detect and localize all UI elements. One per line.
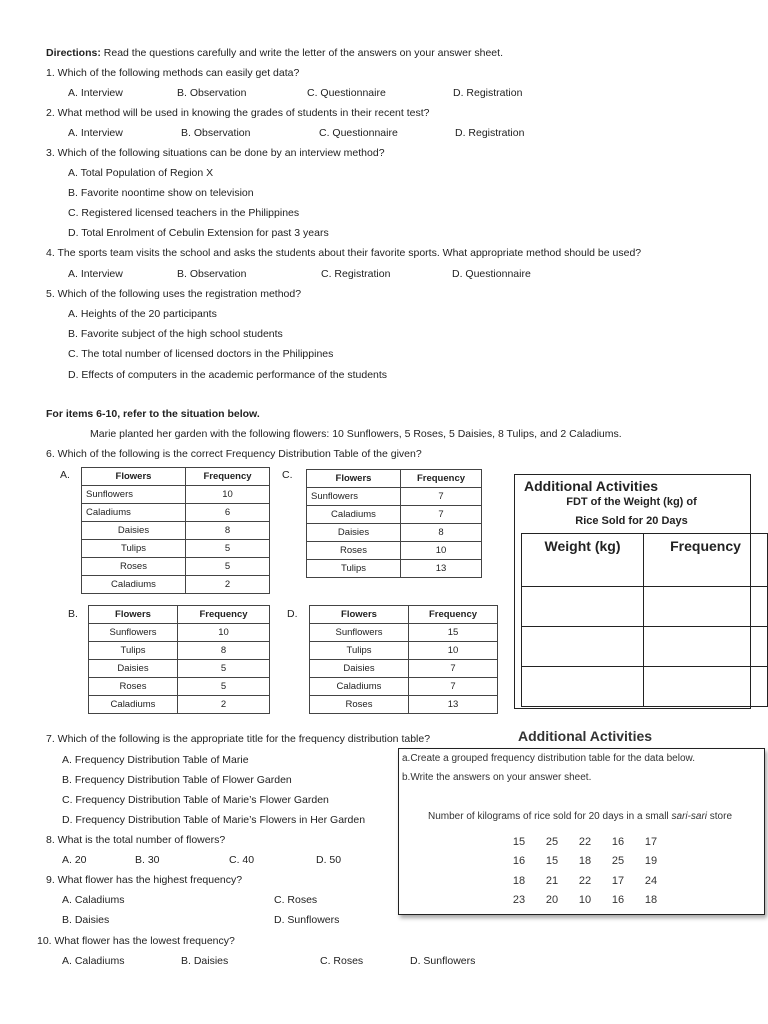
table-a	[81, 467, 270, 594]
table-cell: Sunflowers	[310, 624, 409, 642]
table-cell: 7	[401, 506, 482, 524]
data-value: 24	[644, 875, 658, 887]
instruction-b: b.Write the answers on your answer sheet.	[402, 772, 592, 783]
table-row	[307, 488, 482, 506]
table-row	[307, 506, 482, 524]
q1-option-b: B. Observation	[177, 87, 247, 99]
data-value: 16	[611, 836, 625, 848]
data-value: 25	[545, 836, 559, 848]
table-b-header-frequency: Frequency	[178, 606, 270, 624]
q9-option-d: D. Sunflowers	[274, 914, 340, 926]
additional-activities-title: Additional Activities	[524, 478, 659, 494]
table-d-header-frequency: Frequency	[409, 606, 498, 624]
data-value: 17	[644, 836, 658, 848]
table-cell: Daisies	[82, 522, 186, 540]
data-value: 17	[611, 875, 625, 887]
table-cell: 10	[178, 624, 270, 642]
items-header: For items 6-10, refer to the situation below.	[46, 408, 260, 420]
table-row	[82, 576, 270, 594]
q2-option-a: A. Interview	[68, 127, 123, 139]
table-cell: 7	[409, 660, 498, 678]
table-b	[88, 605, 270, 714]
q1-option-c: C. Questionnaire	[307, 87, 386, 99]
table-cell: Roses	[89, 678, 178, 696]
table-row	[307, 542, 482, 560]
table-row	[310, 624, 498, 642]
question-3: 3. Which of the following situations can be done by an interview method?	[46, 147, 385, 159]
q9-option-a: A. Caladiums	[62, 894, 125, 906]
table-cell	[644, 627, 768, 667]
q8-option-d: D. 50	[316, 854, 342, 866]
frequency-header: Frequency	[644, 534, 768, 587]
table-a-letter: A.	[60, 469, 70, 481]
table-row	[82, 522, 270, 540]
q4-option-a: A. Interview	[68, 268, 123, 280]
q1-option-d: D. Registration	[453, 87, 523, 99]
data-value: 15	[512, 836, 526, 848]
table-cell: Tulips	[82, 540, 186, 558]
table-d	[309, 605, 498, 714]
table-cell: Daisies	[307, 524, 401, 542]
table-a-header-frequency: Frequency	[186, 468, 270, 486]
instruction-a: a.Create a grouped frequency distribution table for the data below.	[402, 753, 695, 764]
q8-option-b: B. 30	[135, 854, 160, 866]
table-row	[89, 642, 270, 660]
table-a-header-flowers: Flowers	[82, 468, 186, 486]
table-cell: Caladiums	[307, 506, 401, 524]
table-cell: Sunflowers	[307, 488, 401, 506]
q3-option-d: D. Total Enrolment of Cebulin Extension for past 3 years	[68, 227, 329, 239]
q4-option-b: B. Observation	[177, 268, 247, 280]
table-cell: 5	[186, 558, 270, 576]
question-5: 5. Which of the following uses the registration method?	[46, 288, 302, 300]
directions	[46, 47, 503, 59]
table-cell: Sunflowers	[82, 486, 186, 504]
table-c-header-flowers: Flowers	[307, 470, 401, 488]
question-6: 6. Which of the following is the correct Frequency Distribution Table of the given?	[46, 448, 422, 460]
weight-frequency-table	[521, 533, 768, 707]
table-c-header-frequency: Frequency	[401, 470, 482, 488]
data-value: 23	[512, 894, 526, 906]
table-cell: Caladiums	[89, 696, 178, 714]
table-cell: 2	[186, 576, 270, 594]
table-row	[82, 540, 270, 558]
q1-option-a: A. Interview	[68, 87, 123, 99]
table-row	[310, 642, 498, 660]
q10-option-d: D. Sunflowers	[410, 955, 476, 967]
table-cell: Roses	[307, 542, 401, 560]
q10-option-b: B. Daisies	[181, 955, 229, 967]
table-cell	[644, 587, 768, 627]
q5-option-b: B. Favorite subject of the high school students	[68, 328, 283, 340]
table-cell	[644, 667, 768, 707]
data-value: 15	[545, 855, 559, 867]
table-b-header-flowers: Flowers	[89, 606, 178, 624]
rice-caption-em: sari-sari	[671, 811, 707, 822]
q10-option-a: A. Caladiums	[62, 955, 125, 967]
question-4: 4. The sports team visits the school and asks the students about their favorite sports. What appropriate method should be used?	[46, 247, 642, 259]
q7-option-b: B. Frequency Distribution Table of Flower Garden	[62, 774, 292, 786]
table-cell: 7	[409, 678, 498, 696]
table-row	[522, 587, 768, 627]
q9-option-b: B. Daisies	[62, 914, 110, 926]
table-cell: Roses	[82, 558, 186, 576]
table-row	[82, 504, 270, 522]
q8-option-c: C. 40	[229, 854, 255, 866]
table-d-letter: D.	[287, 608, 298, 620]
table-cell: 13	[401, 560, 482, 578]
table-cell: 13	[409, 696, 498, 714]
table-row	[89, 696, 270, 714]
rice-caption-post: store	[707, 811, 733, 822]
q2-option-d: D. Registration	[455, 127, 525, 139]
table-row	[310, 696, 498, 714]
table-cell: Caladiums	[82, 576, 186, 594]
q2-option-b: B. Observation	[181, 127, 251, 139]
table-cell: Tulips	[307, 560, 401, 578]
table-row	[307, 524, 482, 542]
q3-option-a: A. Total Population of Region X	[68, 167, 214, 179]
table-cell: 8	[178, 642, 270, 660]
table-cell: Tulips	[310, 642, 409, 660]
rice-caption	[428, 811, 732, 822]
data-value: 22	[578, 875, 592, 887]
data-value: 16	[611, 894, 625, 906]
table-row	[89, 660, 270, 678]
table-cell: 10	[409, 642, 498, 660]
q5-option-d: D. Effects of computers in the academic performance of the students	[68, 369, 388, 381]
q7-option-a: A. Frequency Distribution Table of Marie	[62, 754, 249, 766]
data-value: 22	[578, 836, 592, 848]
question-8: 8. What is the total number of flowers?	[46, 834, 226, 846]
table-cell: Sunflowers	[89, 624, 178, 642]
data-value: 18	[512, 875, 526, 887]
situation-text: Marie planted her garden with the following flowers: 10 Sunflowers, 5 Roses, 5 Daisies, 8 Tulips, and 2 Caladiums.	[90, 428, 622, 440]
table-cell: 7	[401, 488, 482, 506]
directions-label: Directions:	[46, 47, 101, 59]
table-cell: Caladiums	[82, 504, 186, 522]
table-cell	[522, 587, 644, 627]
table-c-letter: C.	[282, 469, 293, 481]
q5-option-a: A. Heights of the 20 participants	[68, 308, 217, 320]
table-row	[310, 660, 498, 678]
table-d-header-flowers: Flowers	[310, 606, 409, 624]
weight-header: Weight (kg)	[522, 534, 644, 587]
table-b-letter: B.	[68, 608, 78, 620]
table-row	[89, 678, 270, 696]
table-cell: 5	[178, 660, 270, 678]
table-cell: 10	[186, 486, 270, 504]
q4-option-c: C. Registration	[321, 268, 391, 280]
directions-text: Read the questions carefully and write the letter of the answers on your answer sheet.	[103, 47, 503, 59]
rice-caption-pre: Number of kilograms of rice sold for 20 days in a small	[428, 811, 672, 822]
q7-option-d: D. Frequency Distribution Table of Marie’s Flowers in Her Garden	[62, 814, 366, 826]
table-row	[310, 678, 498, 696]
data-value: 16	[512, 855, 526, 867]
table-cell	[522, 627, 644, 667]
table-cell: Tulips	[89, 642, 178, 660]
table-row	[82, 558, 270, 576]
question-2: 2. What method will be used in knowing the grades of students in their recent test?	[46, 107, 430, 119]
table-row	[82, 486, 270, 504]
table-cell: 8	[401, 524, 482, 542]
fdt-subtitle-2: Rice Sold for 20 Days	[575, 515, 688, 527]
table-cell	[522, 667, 644, 707]
data-value: 21	[545, 875, 559, 887]
table-cell: 8	[186, 522, 270, 540]
table-cell: Daisies	[89, 660, 178, 678]
q8-option-a: A. 20	[62, 854, 87, 866]
table-row	[522, 667, 768, 707]
data-value: 20	[545, 894, 559, 906]
question-10: 10. What flower has the lowest frequency?	[37, 935, 235, 947]
table-row	[522, 627, 768, 667]
q2-option-c: C. Questionnaire	[319, 127, 398, 139]
data-value: 18	[644, 894, 658, 906]
q10-option-c: C. Roses	[320, 955, 364, 967]
q5-option-c: C. The total number of licensed doctors in the Philippines	[68, 348, 334, 360]
q7-option-c: C. Frequency Distribution Table of Marie’s Flower Garden	[62, 794, 329, 806]
table-cell: Caladiums	[310, 678, 409, 696]
table-row	[89, 624, 270, 642]
table-cell: 6	[186, 504, 270, 522]
question-7: 7. Which of the following is the appropriate title for the frequency distribution table?	[46, 733, 431, 745]
table-c	[306, 469, 482, 578]
question-9: 9. What flower has the highest frequency?	[46, 874, 243, 886]
q3-option-b: B. Favorite noontime show on television	[68, 187, 254, 199]
table-cell: Daisies	[310, 660, 409, 678]
table-cell: 15	[409, 624, 498, 642]
table-cell: 2	[178, 696, 270, 714]
data-value: 25	[611, 855, 625, 867]
table-row	[307, 560, 482, 578]
table-cell: 5	[178, 678, 270, 696]
data-value: 19	[644, 855, 658, 867]
table-cell: 10	[401, 542, 482, 560]
additional-activities-2-title: Additional Activities	[518, 728, 653, 744]
question-1: 1. Which of the following methods can easily get data?	[46, 67, 300, 79]
data-value: 18	[578, 855, 592, 867]
fdt-subtitle-1: FDT of the Weight (kg) of	[566, 496, 697, 508]
q4-option-d: D. Questionnaire	[452, 268, 531, 280]
data-value: 10	[578, 894, 592, 906]
q9-option-c: C. Roses	[274, 894, 318, 906]
table-cell: Roses	[310, 696, 409, 714]
table-cell: 5	[186, 540, 270, 558]
q3-option-c: C. Registered licensed teachers in the Philippines	[68, 207, 300, 219]
